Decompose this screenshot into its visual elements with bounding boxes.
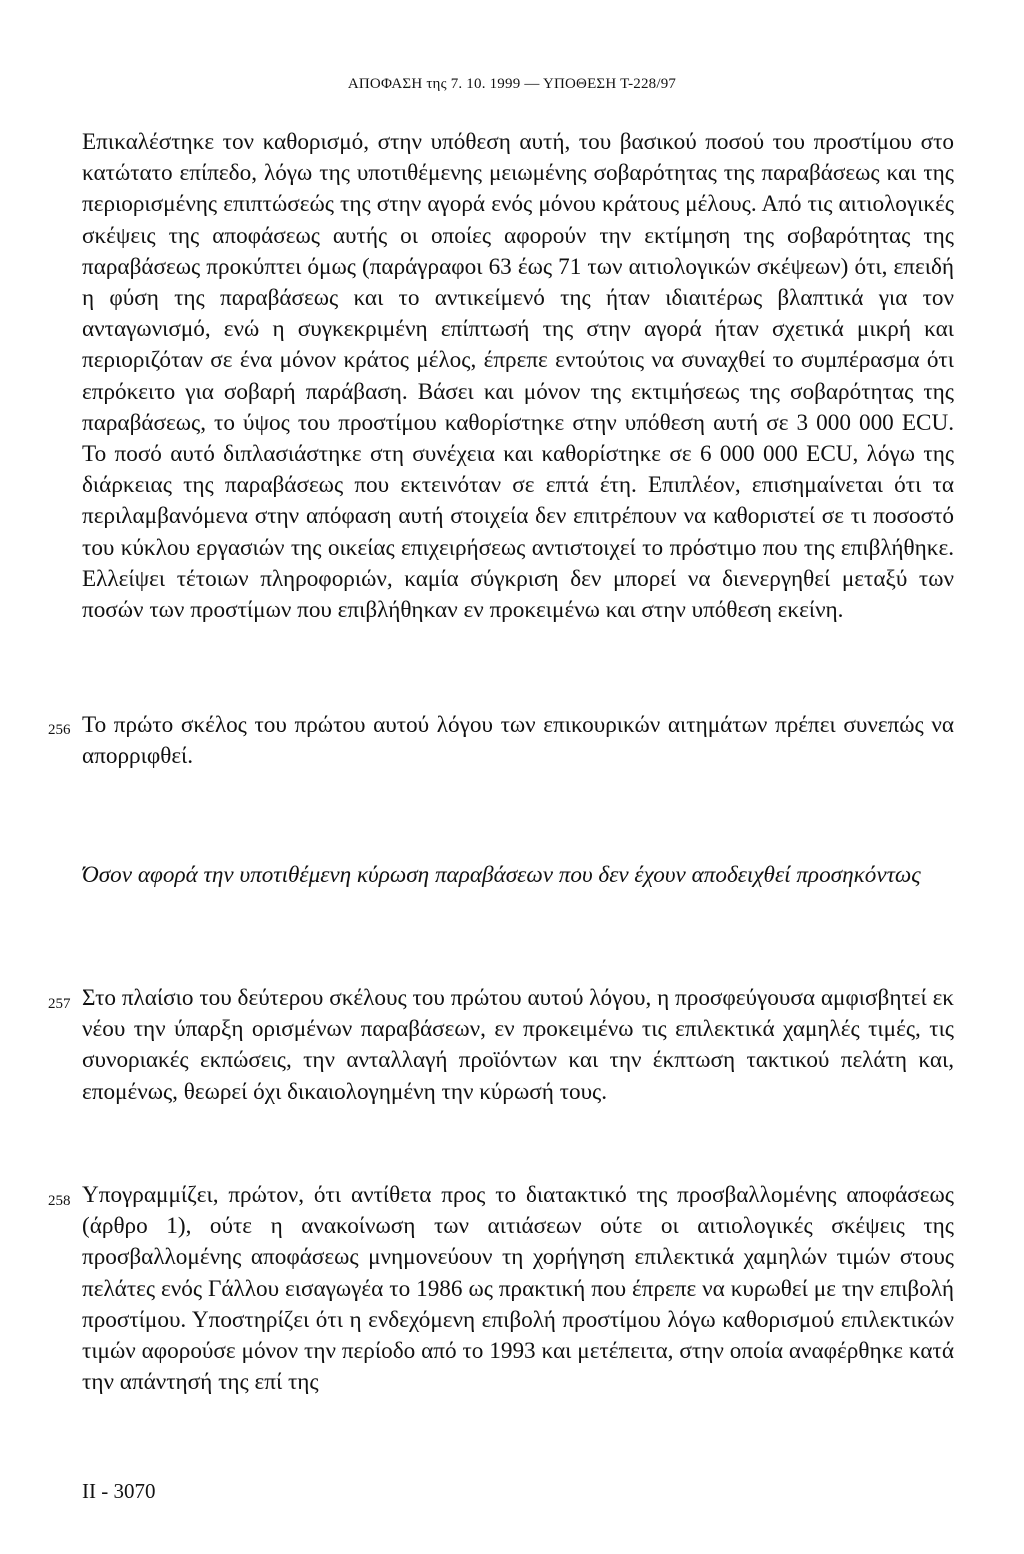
paragraph-256: Το πρώτο σκέλος του πρώτου αυτού λόγου των επικουρικών αιτημάτων πρέπει συνεπώς να απορριφθεί. [82,712,954,770]
page-number: II - 3070 [82,1479,156,1503]
paragraph-number-256: 256 [48,722,71,738]
paragraph-number-257: 257 [48,996,71,1012]
paragraph-257: Στο πλαίσιο του δεύτερου σκέλους του πρώτου αυτού λόγου, η προσφεύγουσα αμφισβητεί εκ νέου την ύπαρξη ορισμένων παραβάσεων, εν προκειμένω τις επιλεκτικά χαμηλές τιμές, τις συνοριακές εκπώσεις, την ανταλλαγή προϊόντων και την έκπτωση τακτικού πελάτη και, επομένως, θεωρεί όχι δικαιολογημένη την κύρωσή τους. [82,985,954,1105]
paragraph-continuation: Επικαλέστηκε τον καθορισμό, στην υπόθεση αυτή, του βασικού ποσού του προστίμου στο κατώτατο επίπεδο, λόγω της υποτιθέμενης μειωμένης σοβαρότητας της παραβάσεως και της περιορισμένης επιπτώσεώς της στην αγορά ενός μόνου κράτους μέλους. Από τις αιτιολογικές σκέψεις της αποφάσεως αυτής οι οποίες αφορούν την εκτίμηση της σοβαρότητας της παραβάσεως προκύπτει όμως (παράγραφοι 63 έως 71 των αιτιολογικών σκέψεων) ότι, επειδή η φύση της παραβάσεως και το αντικείμενό της ήταν ιδιαιτέρως βλαπτικά για τον ανταγωνισμό, ενώ η συγκεκριμένη επίπτωσή της στην αγορά ήταν σχετικά μικρή και περιοριζόταν σε ένα μόνον κράτος μέλος, έπρεπε εντούτοις να συναχθεί το συμπέρασμα ότι επρόκειτο για σοβαρή παράβαση. Βάσει και μόνον της εκτιμήσεως της σοβαρότητας της παραβάσεως, το ύψος του προστίμου καθορίστηκε στην υπόθεση αυτή σε 3 000 000 ECU. Το ποσό αυτό διπλασιάστηκε στη συνέχεια και καθορίστηκε σε 6 000 000 ECU, λόγω της διάρκειας της παραβάσεως που εκτεινόταν σε επτά έτη. Επιπλέον, επισημαίνεται ότι τα περιλαμβανόμενα στην απόφαση αυτή στοιχεία δεν επιτρέπουν να καθοριστεί σε τι ποσοστό του κύκλου εργασιών της οικείας επιχειρήσεως αντιστοιχεί το πρόστιμο που της επιβλήθηκε. Ελλείψει τέτοιων πληροφοριών, καμία σύγκριση δεν μπορεί να διενεργηθεί μεταξύ των ποσών των προστίμων που επιβλήθηκαν εν προκειμένω και στην υπόθεση εκείνη. [82,129,954,624]
paragraph-number-258: 258 [48,1193,71,1209]
running-header: ΑΠΟΦΑΣΗ της 7. 10. 1999 — ΥΠΟΘΕΣΗ Τ-228/97 [347,76,677,92]
section-heading: Όσον αφορά την υποτιθέμενη κύρωση παραβάσεων που δεν έχουν αποδειχθεί προσηκόντως [82,862,921,888]
paragraph-258: Υπογραμμίζει, πρώτον, ότι αντίθετα προς το διατακτικό της προσβαλλομένης αποφάσεως (άρθρο 1), ούτε η ανακοίνωση των αιτιάσεων ούτε οι αιτιολογικές σκέψεις της προσβαλλομένης αποφάσεως μνημονεύουν τη χορήγηση επιλεκτικά χαμηλών τιμών στους πελάτες ενός Γάλλου εισαγωγέα το 1986 ως πρακτική που έπρεπε να κυρωθεί με την επιβολή προστίμου. Υποστηρίζει ότι η ενδεχόμενη επιβολή προστίμου λόγω καθορισμού επιλεκτικών τιμών αφορούσε μόνον την περίοδο από το 1993 και μετέπειτα, στην οποία αναφέρθηκε κατά την απάντησή της επί της [82,1182,954,1396]
